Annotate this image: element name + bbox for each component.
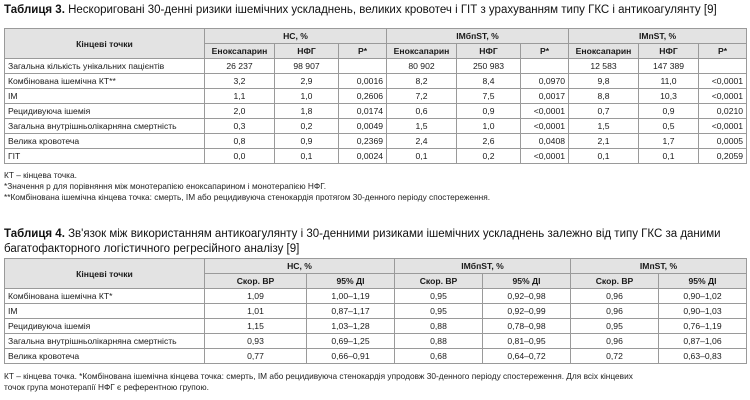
table-cell: 1,7 [639, 134, 699, 149]
table-cell: 147 389 [639, 59, 699, 74]
table-cell: 10,3 [639, 89, 699, 104]
table-row [5, 134, 747, 149]
table4-notes [4, 371, 746, 393]
table3-subheader: Еноксапарин [387, 44, 457, 59]
table-cell: 0,93 [205, 334, 307, 349]
table3-group-header: ІМбпST, % [387, 29, 569, 44]
table4-note: точок група монотерапії НФГ є референтною групою. [4, 382, 209, 392]
table-row [5, 74, 747, 89]
table-cell: <0,0001 [521, 149, 569, 164]
table-cell: 0,0970 [521, 74, 569, 89]
table-cell: 2,6 [457, 134, 521, 149]
table-row [5, 149, 747, 164]
table-row [5, 119, 747, 134]
table-cell: 1,01 [205, 304, 307, 319]
row-label: ІМ [5, 304, 205, 319]
table-cell: 9,8 [569, 74, 639, 89]
row-label: Комбінована ішемічна КТ** [5, 74, 205, 89]
table-cell: 1,15 [205, 319, 307, 334]
table4-group-header-row [5, 259, 747, 274]
table-row [5, 59, 747, 74]
table-cell: 1,00–1,19 [307, 289, 395, 304]
table-cell: 80 902 [387, 59, 457, 74]
table-cell: 0,64–0,72 [483, 349, 571, 364]
table-cell: 1,0 [457, 119, 521, 134]
table3 [4, 28, 747, 164]
table-cell: 0,9 [639, 104, 699, 119]
row-label: ГІТ [5, 149, 205, 164]
table-cell: 0,96 [571, 289, 659, 304]
table3-group-header: ІМпST, % [569, 29, 747, 44]
row-label: Велика кровотеча [5, 349, 205, 364]
table4-subheader: 95% ДІ [659, 274, 747, 289]
table-cell: 2,1 [569, 134, 639, 149]
table3-subheader: Еноксапарин [205, 44, 275, 59]
table4-group-header: НС, % [205, 259, 395, 274]
table3-group-header-row [5, 29, 747, 44]
table4 [4, 258, 747, 364]
table4-caption [4, 227, 746, 257]
table-cell: 0,72 [571, 349, 659, 364]
table4-subheader: Скор. ВР [395, 274, 483, 289]
table-cell: 2,0 [205, 104, 275, 119]
table-cell: 0,1 [639, 149, 699, 164]
table3-group-header: НС, % [205, 29, 387, 44]
table-cell: 8,8 [569, 89, 639, 104]
table3-subheader: НФГ [639, 44, 699, 59]
row-label: Рецидивуюча ішемія [5, 319, 205, 334]
table3-subheader: НФГ [457, 44, 521, 59]
table3-subheader: P* [521, 44, 569, 59]
table3-body [5, 59, 747, 164]
table-cell: 2,9 [275, 74, 339, 89]
table-row [5, 89, 747, 104]
row-label: Загальна внутрішньолікарняна смертність [5, 119, 205, 134]
table-cell: 0,2 [275, 119, 339, 134]
table3-subheader: P* [339, 44, 387, 59]
table-cell: 1,0 [275, 89, 339, 104]
table4-note: КТ – кінцева точка. *Комбінована ішемічна кінцева точка: смерть, ІМ або рецидивуюча стенокардія упродовж 30-денного періоду спостереження. Для всіх кінцевих [4, 371, 633, 381]
table-cell: 0,76–1,19 [659, 319, 747, 334]
table-cell: 12 583 [569, 59, 639, 74]
table4-subheader: 95% ДІ [307, 274, 395, 289]
table-cell: 0,0017 [521, 89, 569, 104]
table-cell: 0,0024 [339, 149, 387, 164]
table-cell: 0,0049 [339, 119, 387, 134]
table-cell: 0,66–0,91 [307, 349, 395, 364]
table4-group-header: ІМпST, % [571, 259, 747, 274]
table3-note: **Комбінована ішемічна кінцева точка: смерть, ІМ або рецидивуюча стенокардія протягом 30-денного періоду спостереження. [4, 192, 491, 202]
table3-caption-text: Нескориговані 30-денні ризики ішемічних ускладнень, великих кровотеч і ГІТ з урахуванням типу ГКС і антикоагулянту [9] [64, 4, 717, 16]
table4-subheader: Скор. ВР [571, 274, 659, 289]
row-label: ІМ [5, 89, 205, 104]
table-cell: 98 907 [275, 59, 339, 74]
table-cell: 0,9 [275, 134, 339, 149]
table-cell: 2,4 [387, 134, 457, 149]
table-cell: 8,2 [387, 74, 457, 89]
table-cell: 0,68 [395, 349, 483, 364]
table-cell: 0,8 [205, 134, 275, 149]
row-label: Загальна кількість унікальних пацієнтів [5, 59, 205, 74]
table-cell: 0,0 [205, 149, 275, 164]
table3-subheader: НФГ [275, 44, 339, 59]
table-cell: 1,03–1,28 [307, 319, 395, 334]
table-cell: 0,69–1,25 [307, 334, 395, 349]
table4-group-header: ІМбпST, % [395, 259, 571, 274]
table-cell: 0,1 [275, 149, 339, 164]
table3-caption [4, 3, 746, 18]
table-cell: 11,0 [639, 74, 699, 89]
table-cell: 3,2 [205, 74, 275, 89]
table3-row-header: Кінцеві точки [5, 29, 205, 59]
table-cell [699, 59, 747, 74]
table-row [5, 289, 747, 304]
table-cell: 0,6 [387, 104, 457, 119]
table-cell: <0,0001 [699, 89, 747, 104]
table-cell: 1,1 [205, 89, 275, 104]
table-cell: 7,5 [457, 89, 521, 104]
table-cell: 0,87–1,17 [307, 304, 395, 319]
table3-note: *Значення р для порівняння між монотерапією еноксапарином і монотерапією НФГ. [4, 181, 327, 191]
table4-subheader: Скор. ВР [205, 274, 307, 289]
table-cell [339, 59, 387, 74]
table-cell: 0,95 [395, 304, 483, 319]
row-label: Загальна внутрішньолікарняна смертність [5, 334, 205, 349]
table4-body [5, 289, 747, 364]
table-cell: 0,88 [395, 334, 483, 349]
table-row [5, 349, 747, 364]
table-cell: 8,4 [457, 74, 521, 89]
table-cell: 0,9 [457, 104, 521, 119]
row-label: Велика кровотеча [5, 134, 205, 149]
table-row [5, 304, 747, 319]
table-cell: 1,8 [275, 104, 339, 119]
table-cell: 0,2059 [699, 149, 747, 164]
table-cell: 0,0005 [699, 134, 747, 149]
table-cell: 1,5 [569, 119, 639, 134]
table3-notes [4, 170, 746, 203]
table-cell: 0,81–0,95 [483, 334, 571, 349]
table-cell: 7,2 [387, 89, 457, 104]
table-cell: 0,0016 [339, 74, 387, 89]
table-row [5, 319, 747, 334]
table4-caption-text: Зв'язок між використанням антикоагулянту і 30-денними ризиками ішемічних ускладнень залежно від типу ГКС за даними багатофакторного логістичного регресійного аналізу [9] [4, 228, 721, 255]
table-cell: 250 983 [457, 59, 521, 74]
table-cell: 26 237 [205, 59, 275, 74]
table-cell: <0,0001 [699, 119, 747, 134]
table-cell: 1,09 [205, 289, 307, 304]
table-cell: <0,0001 [521, 119, 569, 134]
table-cell: 0,1 [387, 149, 457, 164]
table-cell: 0,90–1,03 [659, 304, 747, 319]
table-cell: 0,77 [205, 349, 307, 364]
table-cell: <0,0001 [521, 104, 569, 119]
table-cell [521, 59, 569, 74]
table-cell: 0,96 [571, 304, 659, 319]
table-cell: 0,88 [395, 319, 483, 334]
table-cell: 0,1 [569, 149, 639, 164]
table-cell: 0,63–0,83 [659, 349, 747, 364]
table-cell: 0,5 [639, 119, 699, 134]
table4-subheader: 95% ДІ [483, 274, 571, 289]
table3-note: КТ – кінцева точка. [4, 170, 77, 180]
table-cell: 0,3 [205, 119, 275, 134]
table-cell: 0,7 [569, 104, 639, 119]
table-cell: 0,95 [571, 319, 659, 334]
table-cell: 0,0174 [339, 104, 387, 119]
table3-subheader: Еноксапарин [569, 44, 639, 59]
table-cell: 0,90–1,02 [659, 289, 747, 304]
table-cell: 0,78–0,98 [483, 319, 571, 334]
table-cell: 0,87–1,06 [659, 334, 747, 349]
table-cell: 0,95 [395, 289, 483, 304]
table-cell: 0,96 [571, 334, 659, 349]
table4-caption-prefix: Таблиця 4. [4, 228, 65, 240]
table3-caption-prefix: Таблиця 3. [4, 4, 65, 16]
table-cell: 0,2 [457, 149, 521, 164]
table-cell: 0,2369 [339, 134, 387, 149]
row-label: Рецидивуюча ішемія [5, 104, 205, 119]
table-cell: 0,0408 [521, 134, 569, 149]
table-row [5, 334, 747, 349]
table-cell: <0,0001 [699, 74, 747, 89]
table-cell: 1,5 [387, 119, 457, 134]
row-label: Комбінована ішемічна КТ* [5, 289, 205, 304]
table-row [5, 104, 747, 119]
table-cell: 0,92–0,98 [483, 289, 571, 304]
table4-row-header: Кінцеві точки [5, 259, 205, 289]
table-cell: 0,92–0,99 [483, 304, 571, 319]
table3-subheader: P* [699, 44, 747, 59]
table-cell: 0,2606 [339, 89, 387, 104]
table-cell: 0,0210 [699, 104, 747, 119]
